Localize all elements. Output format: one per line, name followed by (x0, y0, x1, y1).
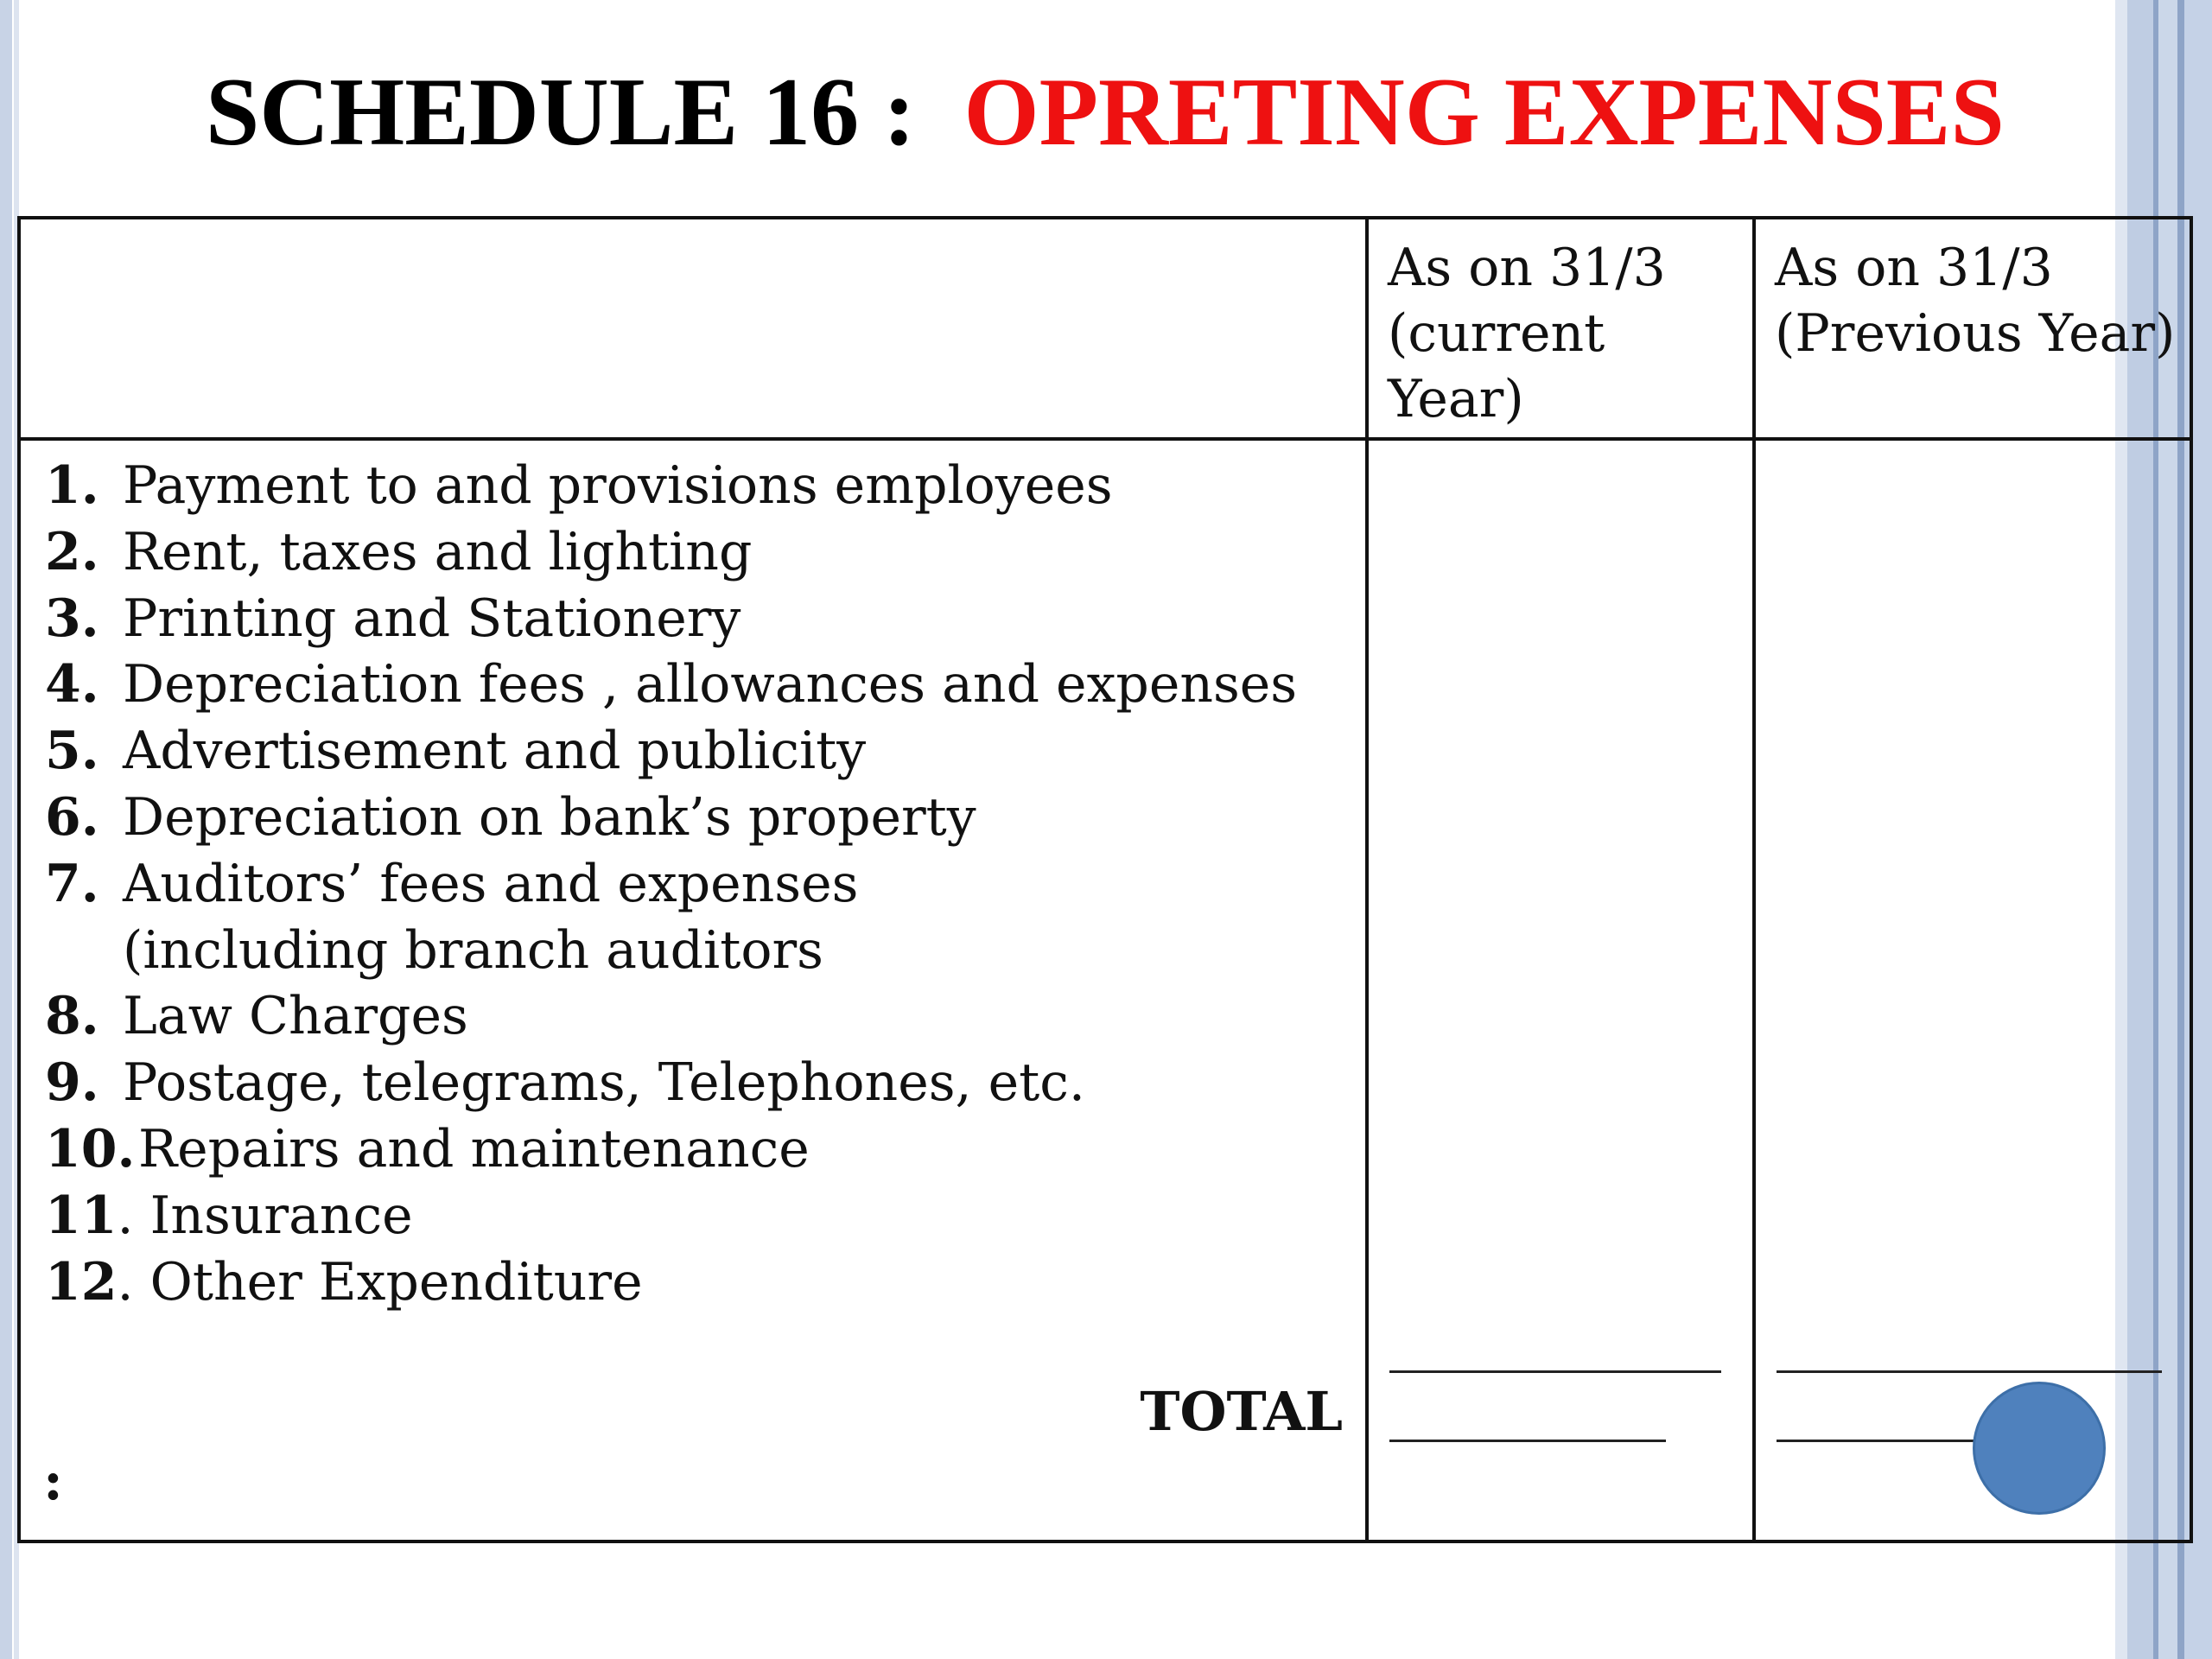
list-item (45, 1116, 1341, 1183)
column-divider (1752, 219, 1756, 1540)
colon-mark: : (43, 1449, 63, 1512)
item-text: Law Charges (123, 986, 468, 1047)
list-item (45, 918, 1341, 984)
column-divider (1365, 219, 1369, 1540)
list-item (45, 586, 1341, 652)
item-text: Postage, telegrams, Telephones, etc. (123, 1052, 1085, 1114)
item-text: . Insurance (117, 1185, 413, 1246)
title-schedule-label: SCHEDULE 16 : (206, 59, 916, 166)
item-text: Auditors’ fees and expenses (123, 853, 859, 914)
expenses-table (17, 216, 2193, 1543)
decorative-circle (1973, 1382, 2106, 1515)
item-text: Depreciation fees , allowances and expenses (123, 654, 1298, 715)
item-number: 6. (45, 786, 99, 848)
slide-title (206, 52, 2107, 173)
list-item (45, 851, 1341, 918)
item-number (45, 918, 123, 984)
column-header-previous-year: As on 31/3 (Previous Year) (1775, 238, 2176, 364)
item-number: 1. (45, 455, 99, 516)
item-text: Advertisement and publicity (123, 721, 867, 782)
item-number: 3. (45, 588, 99, 649)
item-number: 7. (45, 853, 99, 914)
column-header-current-year: As on 31/3 (current Year) (1388, 238, 1666, 429)
item-text: Rent, taxes and lighting (123, 521, 753, 582)
item-text: Depreciation on bank’s property (123, 786, 976, 848)
current-year-total-underline (1389, 1440, 1666, 1442)
item-text: . Other Expenditure (117, 1251, 643, 1313)
list-item (45, 1183, 1341, 1249)
item-text: Repairs and maintenance (138, 1118, 810, 1179)
item-number: 2. (45, 521, 99, 582)
item-number: 12 (45, 1251, 118, 1313)
item-text: Payment to and provisions employees (123, 455, 1113, 516)
header-divider (21, 437, 2190, 441)
item-number: 9. (45, 1052, 99, 1114)
current-year-total-underline (1389, 1370, 1721, 1373)
left-border-stripe (0, 0, 12, 1659)
item-number: 10. (45, 1118, 136, 1179)
previous-year-total-underline (1777, 1370, 2162, 1373)
total-label: TOTAL (1140, 1380, 1343, 1443)
item-number: 5. (45, 721, 99, 782)
item-number: 4. (45, 654, 99, 715)
item-number: 8. (45, 986, 99, 1047)
list-item (45, 652, 1341, 718)
list-item (45, 1050, 1341, 1116)
expense-items-list (45, 453, 1341, 1315)
list-item (45, 785, 1341, 851)
list-item (45, 453, 1341, 519)
item-text: (including branch auditors (123, 919, 823, 981)
item-number: 11 (45, 1185, 118, 1246)
list-item (45, 718, 1341, 785)
list-item (45, 983, 1341, 1050)
list-item (45, 1249, 1341, 1316)
title-expenses-label: OPRETING EXPENSES (963, 59, 2005, 166)
list-item (45, 519, 1341, 586)
item-text: Printing and Stationery (123, 588, 741, 649)
